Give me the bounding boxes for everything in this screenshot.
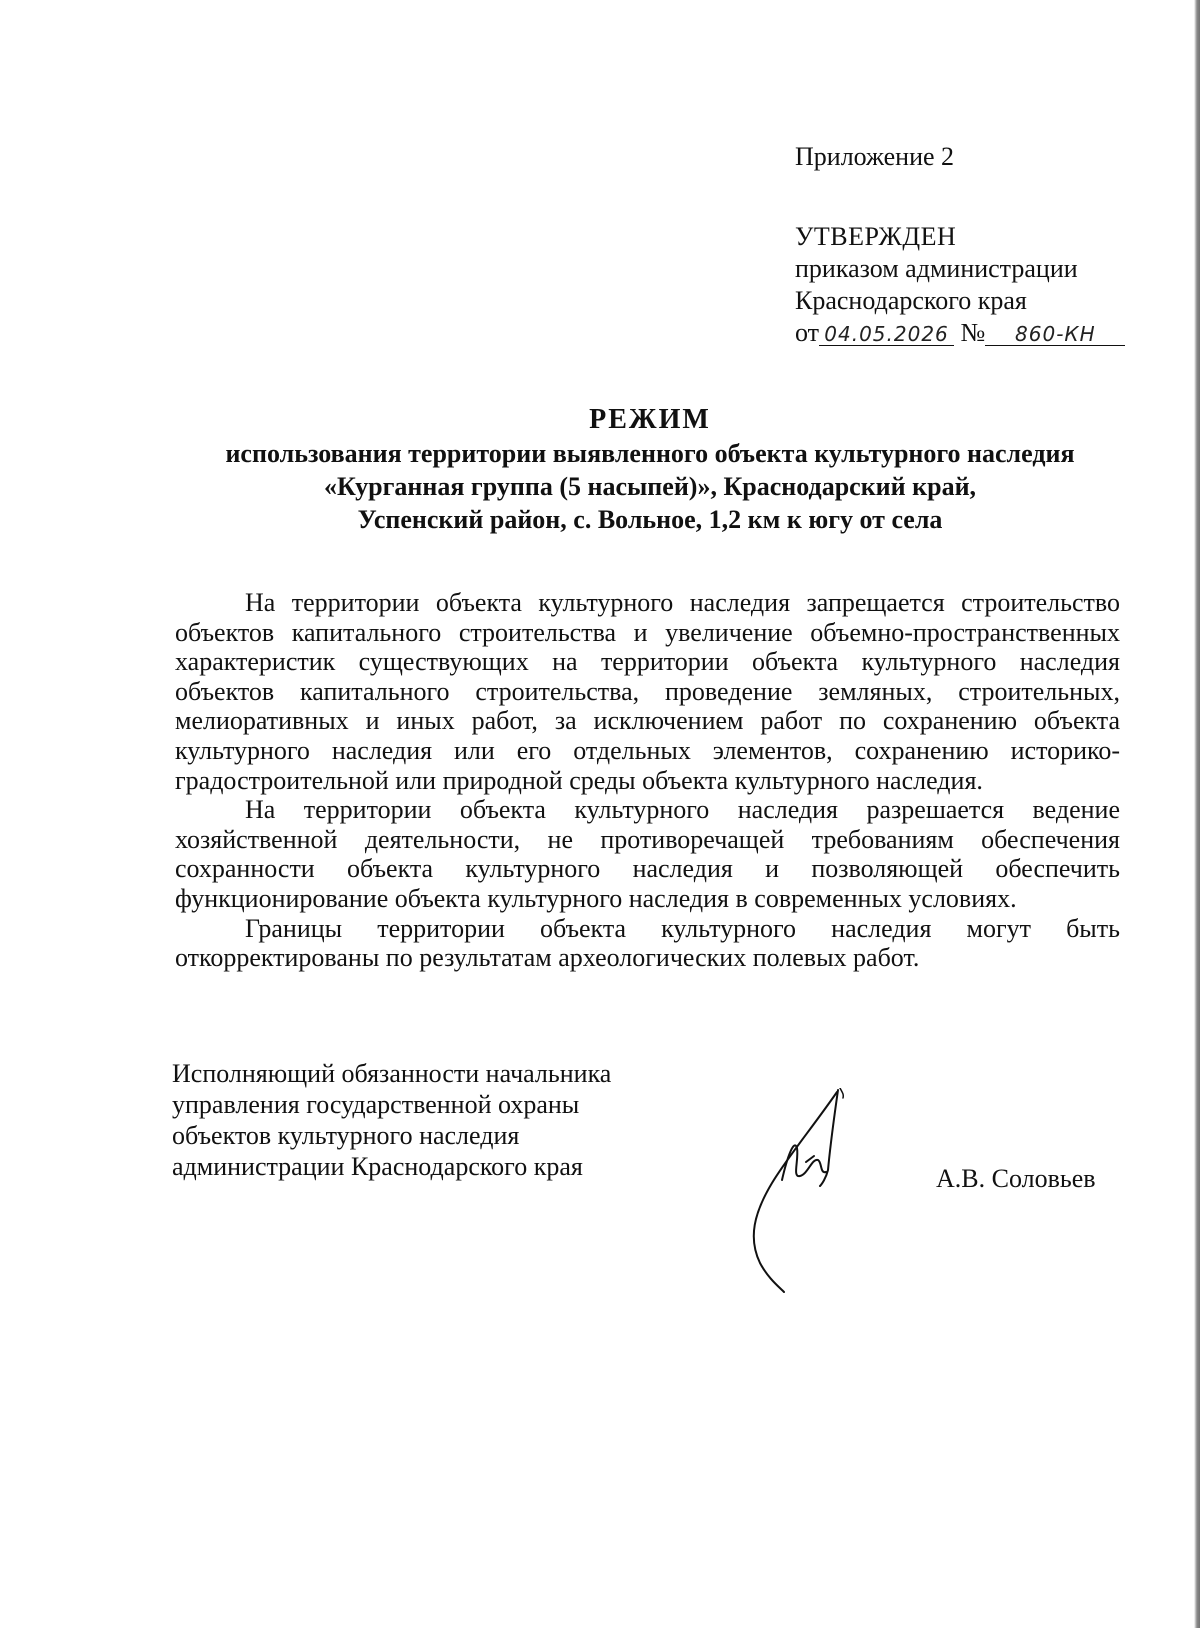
title-block	[150, 403, 1150, 536]
paragraph-permissions: На территории объекта культурного наследия разрешается ведение хозяйственной деятельности, не противоречащей требованиям обеспечения сохранности объекта культурного наследия и позволяющей обеспечить функционирование объекта культурного наследия в современных условиях.	[175, 795, 1120, 913]
signatory-position-line-3: объектов культурного наследия	[172, 1121, 520, 1150]
appendix-label: Приложение 2	[795, 142, 955, 171]
approved-label: УТВЕРЖДЕН	[795, 222, 957, 251]
approved-by-line-1: приказом администрации	[795, 254, 1078, 283]
body-text	[175, 588, 1120, 973]
order-number-prefix: №	[960, 318, 986, 347]
approved-by-line-2: Краснодарского края	[795, 286, 1027, 315]
subtitle-line-2: «Курганная группа (5 насыпей)», Краснодарский край,	[323, 472, 977, 501]
document-title: РЕЖИМ	[589, 404, 711, 435]
signatory-position-line-4: администрации Краснодарского края	[172, 1152, 583, 1181]
order-line	[795, 317, 1125, 349]
handwritten-signature	[742, 1088, 882, 1298]
subtitle-line-1: использования территории выявленного объекта культурного наследия	[225, 439, 1075, 468]
signatory-position-line-2: управления государственной охраны	[172, 1090, 580, 1119]
paragraph-prohibitions: На территории объекта культурного наследия запрещается строительство объектов капитального строительства и увеличение объемно-пространственных характеристик существующих на территории объекта культурного наследия объектов капитального строительства, проведение земляных, строительных, мелиоративных и иных работ, за исключением работ по сохранению объекта культурного наследия или его отдельных элементов, сохранению историко-градостроительной или природной среды объекта культурного наследия.	[175, 588, 1120, 795]
signatory-name: А.В. Соловьев	[936, 1164, 1096, 1193]
order-number: 860-КН	[985, 323, 1125, 346]
signatory-position-line-1: Исполняющий обязанности начальника	[172, 1059, 612, 1088]
approval-block	[795, 141, 1125, 349]
paragraph-boundaries: Границы территории объекта культурного наследия могут быть откорректированы по результатам археологических полевых работ.	[175, 913, 1120, 973]
order-prefix: от	[795, 318, 820, 347]
scan-edge-shadow	[1194, 0, 1200, 1628]
document-subtitle	[150, 437, 1150, 536]
signature-block	[172, 1058, 1132, 1258]
subtitle-line-3: Успенский район, с. Вольное, 1,2 км к югу от села	[357, 505, 943, 534]
order-date: 04.05.2026	[819, 323, 954, 346]
